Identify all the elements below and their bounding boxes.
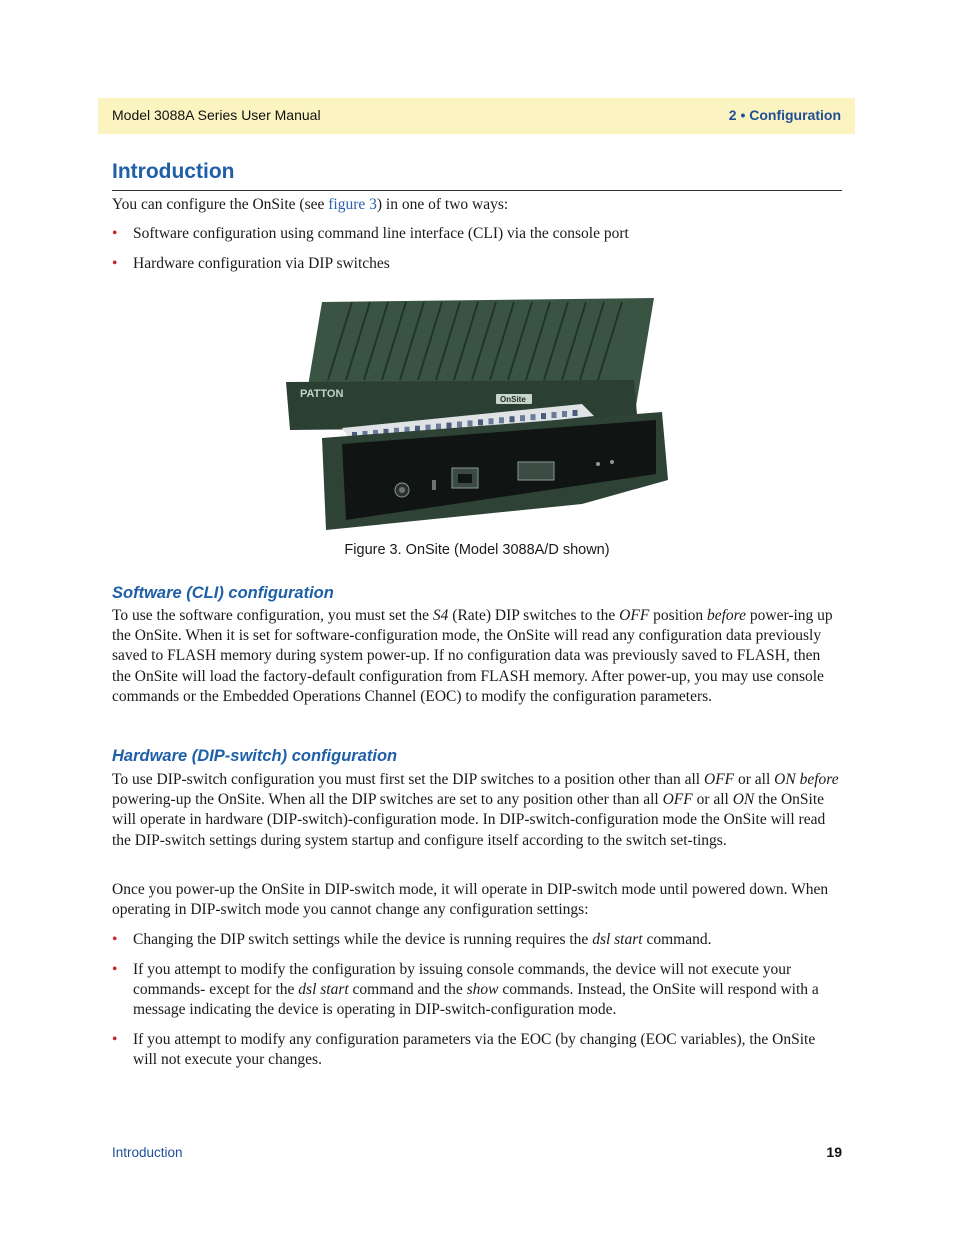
brand-label: PATTON xyxy=(300,388,344,400)
bullet-icon: • xyxy=(112,225,118,242)
dip-switch xyxy=(468,420,473,426)
software-paragraph: To use the software configuration, you must set the S4 (Rate) DIP switches to the OFF position before power-ing up the OnSite. When it is set for software-configuration mode, the OnSite will read any configuration data previously saved to FLASH memory during system power-up. If no configuration data was previously saved to FLASH, then the OnSite will load the factory-default configuration from FLASH memory. After power-up, you may use console commands or the Embedded Operations Channel (EOC) to modify the configuration parameters. xyxy=(112,607,833,705)
bullet-icon: • xyxy=(112,931,118,948)
list-item: • Hardware configuration via DIP switches xyxy=(112,254,842,274)
software-heading: Software (CLI) configuration xyxy=(112,584,334,602)
page-number: 19 xyxy=(826,1144,842,1160)
dip-switch xyxy=(552,412,557,418)
section-title: Introduction xyxy=(112,160,235,183)
dip-switch xyxy=(478,419,483,425)
hardware-paragraph-2: Once you power-up the OnSite in DIP-switch mode, it will operate in DIP-switch mode until powered down. When operating in DIP-switch mode you cannot change any configuration settings: xyxy=(112,881,829,919)
dip-switch xyxy=(436,424,441,430)
figure-caption: Figure 3. OnSite (Model 3088A/D shown) xyxy=(344,542,610,558)
dip-switch xyxy=(531,414,536,420)
onsite-device-image xyxy=(282,298,672,530)
dip-switch xyxy=(562,411,567,417)
bullet-icon: • xyxy=(112,961,118,978)
dip-switch xyxy=(447,423,452,429)
dip-switch xyxy=(520,415,525,421)
dip-switch xyxy=(541,413,546,419)
dip-switch xyxy=(499,417,504,423)
intro-paragraph: You can configure the OnSite (see figure 3) in one of two ways: xyxy=(112,196,509,213)
manual-title: Model 3088A Series User Manual xyxy=(112,107,321,123)
hardware-paragraph-1: To use DIP-switch configuration you must first set the DIP switches to a position other than all OFF or all ON before powering-up the OnSite. When all the DIP switches are set to any position other than all OFF or all ON the OnSite will operate in hardware (DIP-switch)-configuration mode. In DIP-switch-configuration mode the OnSite will read the DIP-switch settings during system startup and configure itself according to the switch set-tings. xyxy=(112,771,839,849)
bullet-icon: • xyxy=(112,255,118,272)
footer-section: Introduction xyxy=(112,1145,183,1160)
product-label: OnSite xyxy=(500,395,526,404)
chapter-label: 2 • Configuration xyxy=(728,107,841,123)
title-rule xyxy=(112,190,842,191)
list-item: • If you attempt to modify the configuration by issuing console commands, the device will not execute your commands- except for the dsl start command and the show commands. Instead, the OnSite will respond with a message indicating the device is operating in DIP-switch-configuration mode. xyxy=(112,961,819,1019)
list-item: • Changing the DIP switch settings while the device is running requires the dsl start command. xyxy=(112,930,842,950)
figure-3-link[interactable]: figure 3 xyxy=(328,196,377,213)
bullet-icon: • xyxy=(112,1031,118,1048)
dip-switch xyxy=(489,418,494,424)
hardware-heading: Hardware (DIP-switch) configuration xyxy=(112,747,398,765)
list-item: • Software configuration using command line interface (CLI) via the console port xyxy=(112,224,842,244)
dip-switch xyxy=(510,416,515,422)
dip-switch xyxy=(457,422,462,428)
dip-switch xyxy=(573,410,578,416)
running-header xyxy=(98,98,855,134)
list-item: • If you attempt to modify any configuration parameters via the EOC (by changing (EOC variables), the OnSite will not execute your changes. xyxy=(112,1031,816,1069)
dip-switch xyxy=(426,425,431,431)
